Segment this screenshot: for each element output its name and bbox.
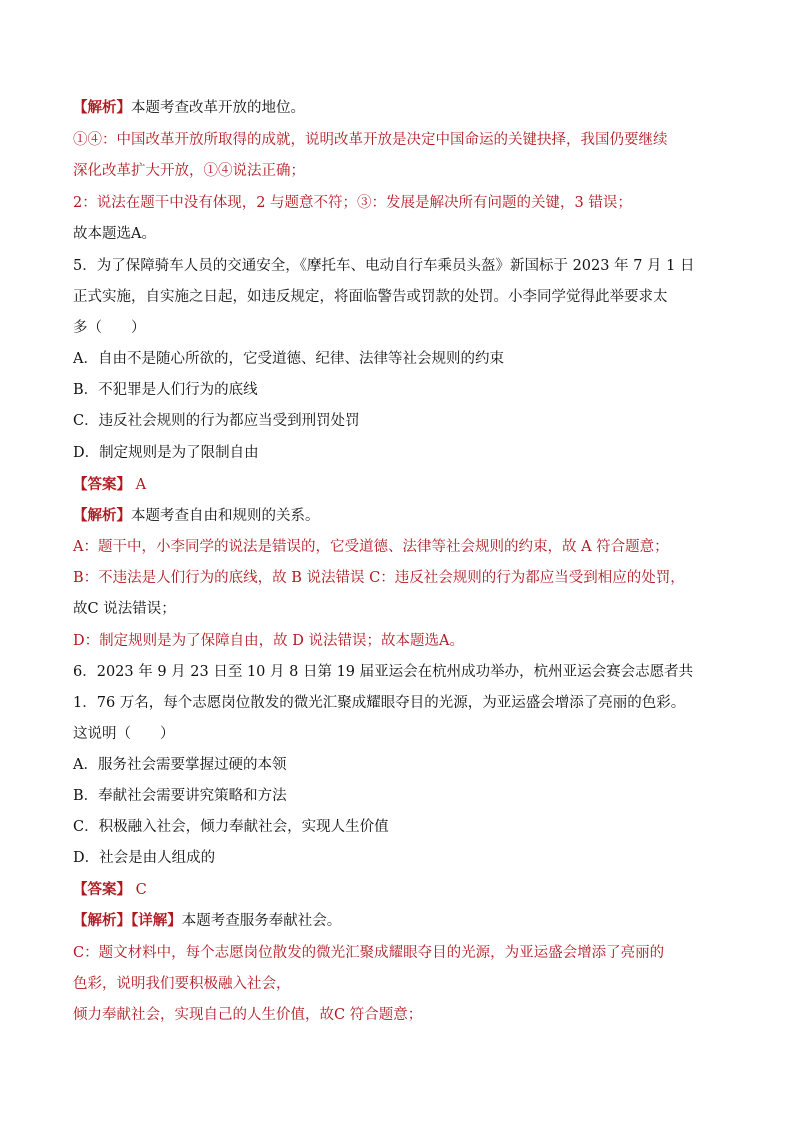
answer-tag: 【答案】 <box>73 476 131 493</box>
q5-analysis-line <box>73 506 694 526</box>
q4-explanation-line-1: ①④：中国改革开放所取得的成就，说明改革开放是决定中国命运的关键抉择，我国仍要继续 <box>73 132 668 148</box>
q6-analysis-line <box>73 911 694 931</box>
q6-explanation-line-3: 倾力奉献社会，实现自己的人生价值，故C 符合题意； <box>73 1007 423 1023</box>
analysis-text: 本题考查自由和规则的关系。 <box>131 508 320 524</box>
q5-stem-line-3: 多（ ） <box>73 320 146 336</box>
q5-explanation-line-3: 故C 说法错误； <box>73 601 176 617</box>
answer-tag: 【答案】 <box>73 881 131 898</box>
q4-explanation-line-2: 深化改革扩大开放，①④说法正确； <box>73 163 305 179</box>
q5-option-b: B．不犯罪是人们行为的底线 <box>73 382 258 398</box>
q4-explanation-line-3: 2：说法在题干中没有体现，2 与题意不符；③：发展是解决所有问题的关键，3 错误； <box>73 195 632 211</box>
q5-explanation-line-4: D：制定规则是为了保障自由，故 D 说法错误；故本题选A。 <box>73 633 464 649</box>
q6-option-d: D．社会是由人组成的 <box>73 850 216 866</box>
q6-explanation-line-1: C：题文材料中，每个志愿岗位散发的微光汇聚成耀眼夺目的光源，为亚运盛会增添了亮丽的 <box>73 945 665 961</box>
q6-answer-line <box>73 880 694 900</box>
answer-value: C <box>135 882 147 898</box>
analysis-text: 本题考查改革开放的地位。 <box>131 100 305 116</box>
q6-explanation-line-2: 色彩，说明我们要积极融入社会， <box>73 976 291 992</box>
q6-option-a: A．服务社会需要掌握过硬的本领 <box>73 757 287 773</box>
answer-value: A <box>135 477 147 493</box>
q4-conclusion: 故本题选A。 <box>73 226 156 242</box>
analysis-tag: 【解析】【详解】 <box>73 912 182 929</box>
analysis-tag: 【解析】 <box>73 507 131 524</box>
q6-stem-line-3: 这说明（ ） <box>73 726 175 742</box>
analysis-text: 本题考查服务奉献社会。 <box>181 913 342 929</box>
q5-answer-line <box>73 475 694 495</box>
q5-explanation-line-2: B：不违法是人们行为的底线，故 B 说法错误 C：违反社会规则的行为都应当受到相应的处罚， <box>73 570 685 586</box>
q6-stem-line-1: 6．2023 年 9 月 23 日至 10 月 8 日第 19 届亚运会在杭州成功举办，杭州亚运会赛会志愿者共 <box>73 664 694 680</box>
q5-explanation-line-1: A：题干中，小李同学的说法是错误的，它受道德、法律等社会规则的约束，故 A 符合题意； <box>73 539 669 555</box>
q4-analysis-line <box>73 98 694 118</box>
q5-option-d: D．制定规则是为了限制自由 <box>73 445 259 461</box>
q6-option-c: C．积极融入社会，倾力奉献社会，实现人生价值 <box>73 819 389 835</box>
q6-option-b: B．奉献社会需要讲究策略和方法 <box>73 788 287 804</box>
q5-stem-line-2: 正式实施，自实施之日起，如违反规定，将面临警告或罚款的处罚。小李同学觉得此举要求太 <box>73 289 668 305</box>
q6-stem-line-2: 1．76 万名，每个志愿岗位散发的微光汇聚成耀眼夺目的光源，为亚运盛会增添了亮丽的色彩。 <box>73 695 686 711</box>
q5-stem-line-1: 5．为了保障骑车人员的交通安全，《摩托车、电动自行车乘员头盔》新国标于 2023 年 7 月 1 日 <box>73 258 695 274</box>
q5-option-a: A．自由不是随心所欲的，它受道德、纪律、法律等社会规则的约束 <box>73 351 504 367</box>
q5-option-c: C．违反社会规则的行为都应当受到刑罚处罚 <box>73 413 360 429</box>
analysis-tag: 【解析】 <box>73 99 131 116</box>
